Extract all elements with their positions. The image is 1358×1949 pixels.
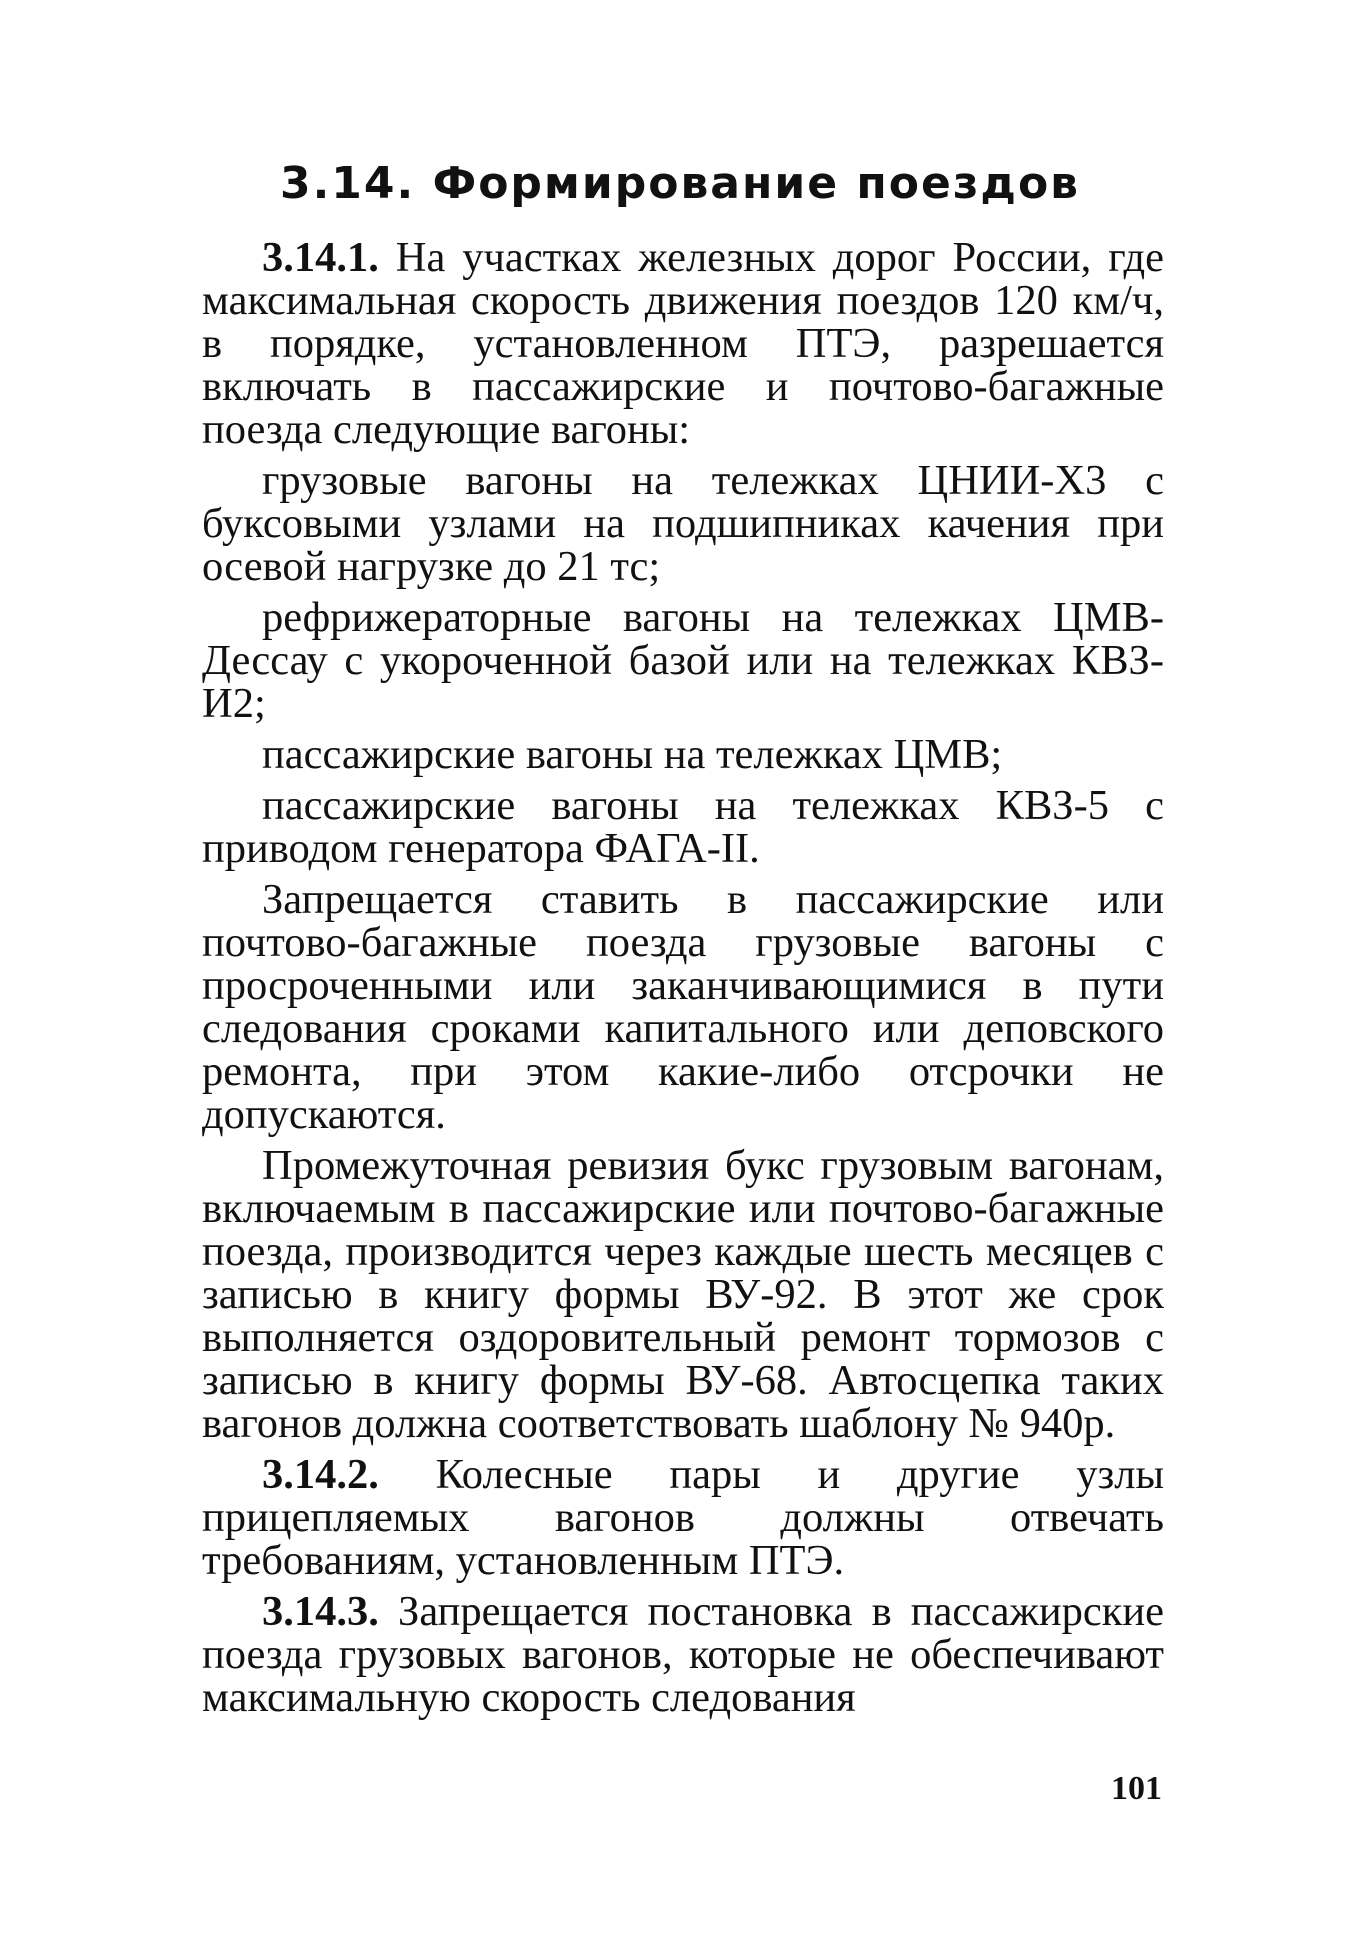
paragraph-passenger-kvz5 [202, 784, 1164, 870]
paragraph-text: пассажирские вагоны на тележках ЦМВ; [262, 731, 1003, 778]
page-number: 101 [1111, 1770, 1162, 1807]
body-text [202, 236, 1164, 1727]
clause-number: 3.14.2. [262, 1451, 379, 1498]
paragraph-3-14-2 [202, 1453, 1164, 1582]
clause-number: 3.14.3. [262, 1588, 379, 1635]
clause-number: 3.14.1. [262, 234, 379, 281]
paragraph-revision [202, 1144, 1164, 1445]
paragraph-text: пассажирские вагоны на тележках КВЗ-5 с приводом генератора ФАГА-II. [202, 782, 1164, 872]
paragraph-3-14-3 [202, 1590, 1164, 1719]
paragraph-text: На участках железных дорог России, где максимальная скорость движения поездов 120 км/ч, в порядке, установленном ПТЭ, разрешается включать в пассажирские и почтово-багажные поезда следующие вагоны: [202, 234, 1164, 453]
section-heading: 3.14. Формирование поездов [279, 158, 1081, 209]
paragraph-text: Промежуточная ревизия букс грузовым вагонам, включаемым в пассажирские или почтово-багажные поезда, производится через каждые шесть месяцев с записью в книгу формы ВУ-92. В этот же срок выполняется оздоровительный ремонт тормозов с записью в книгу формы ВУ-68. Автосцепка таких вагонов должна соответствовать шаблону № 940р. [202, 1142, 1164, 1447]
paragraph-text: грузовые вагоны на тележках ЦНИИ-Х3 с буксовыми узлами на подшипниках качения при осевой нагрузке до 21 тс; [202, 457, 1164, 590]
paragraph-refrigerated-wagons [202, 596, 1164, 725]
paragraph-text: Колесные пары и другие узлы прицепляемых вагонов должны отвечать требованиям, установленным ПТЭ. [202, 1451, 1164, 1584]
paragraph-passenger-cmv [202, 733, 1164, 776]
paragraph-prohibition [202, 878, 1164, 1136]
paragraph-3-14-1 [202, 236, 1164, 451]
paragraph-freight-wagons [202, 459, 1164, 588]
paragraph-text: Запрещается ставить в пассажирские или почтово-багажные поезда грузовые вагоны с просроченными или заканчивающимися в пути следования сроками капитального или деповского ремонта, при этом какие-либо отсрочки не допускаются. [202, 876, 1164, 1138]
paragraph-text: Запрещается постановка в пассажирские поезда грузовых вагонов, которые не обеспечивают максимальную скорость следования [202, 1588, 1164, 1721]
paragraph-text: рефрижераторные вагоны на тележках ЦМВ-Дессау с укороченной базой или на тележках КВЗ-И2; [202, 594, 1164, 727]
